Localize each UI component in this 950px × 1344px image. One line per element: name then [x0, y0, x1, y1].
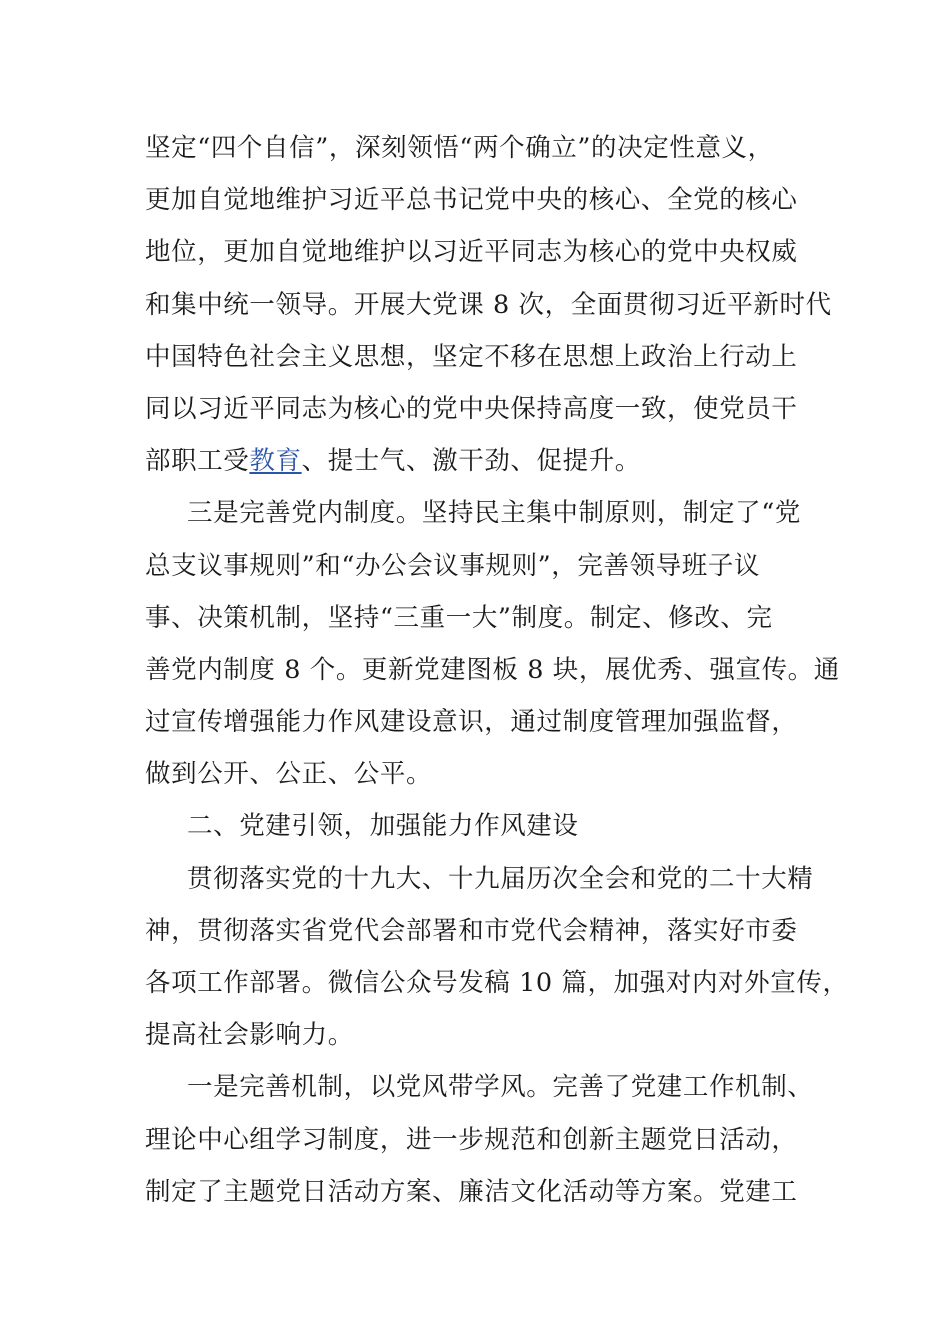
body-line: 中国特色社会主义思想，坚定不移在思想上政治上行动上 [145, 341, 798, 372]
line-text-before-link: 部职工受 [145, 446, 250, 477]
paragraph-start-line: 一是完善机制，以党风带学风。完善了党建工作机制、 [187, 1072, 814, 1103]
document-body [145, 122, 849, 1218]
body-line: 和集中统一领导。开展大党课 8 次，全面贯彻习近平新时代 [145, 289, 832, 320]
body-line: 地位，更加自觉地维护以习近平同志为核心的党中央权威 [145, 237, 798, 268]
body-line: 制定了主题党日活动方案、廉洁文化活动等方案。党建工 [145, 1176, 798, 1207]
body-line: 做到公开、公正、公平。 [145, 759, 433, 790]
body-line: 理论中心组学习制度，进一步规范和创新主题党日活动， [145, 1124, 798, 1155]
body-line: 坚定“四个自信”，深刻领悟“两个确立”的决定性意义， [145, 133, 774, 163]
body-line: 过宣传增强能力作风建设意识，通过制度管理加强监督， [145, 707, 798, 738]
section-heading: 二、党建引领，加强能力作风建设 [187, 811, 579, 842]
education-link[interactable]: 教育 [249, 446, 302, 477]
body-line: 更加自觉地维护习近平总书记党中央的核心、全党的核心 [145, 185, 798, 216]
body-line: 神，贯彻落实省党代会部署和市党代会精神，落实好市委 [145, 915, 798, 946]
body-line: 事、决策机制，坚持“三重一大”制度。制定、修改、完 [145, 602, 773, 633]
body-line: 善党内制度 8 个。更新党建图板 8 块，展优秀、强宣传。通 [145, 654, 840, 685]
paragraph-start-line: 贯彻落实党的十九大、十九届历次全会和党的二十大精 [187, 863, 814, 894]
body-line-with-link [145, 435, 815, 487]
body-line: 同以习近平同志为核心的党中央保持高度一致，使党员干 [145, 393, 798, 424]
paragraph-start-line: 三是完善党内制度。坚持民主集中制原则，制定了“党 [187, 498, 801, 529]
body-line: 总支议事规则”和“办公会议事规则”，完善领导班子议 [145, 550, 761, 581]
body-line: 各项工作部署。微信公众号发稿 10 篇，加强对内对外宣传， [145, 968, 849, 998]
line-text-after-link: 、提士气、激干劲、促提升。 [301, 446, 641, 477]
body-line: 提高社会影响力。 [145, 1020, 354, 1051]
